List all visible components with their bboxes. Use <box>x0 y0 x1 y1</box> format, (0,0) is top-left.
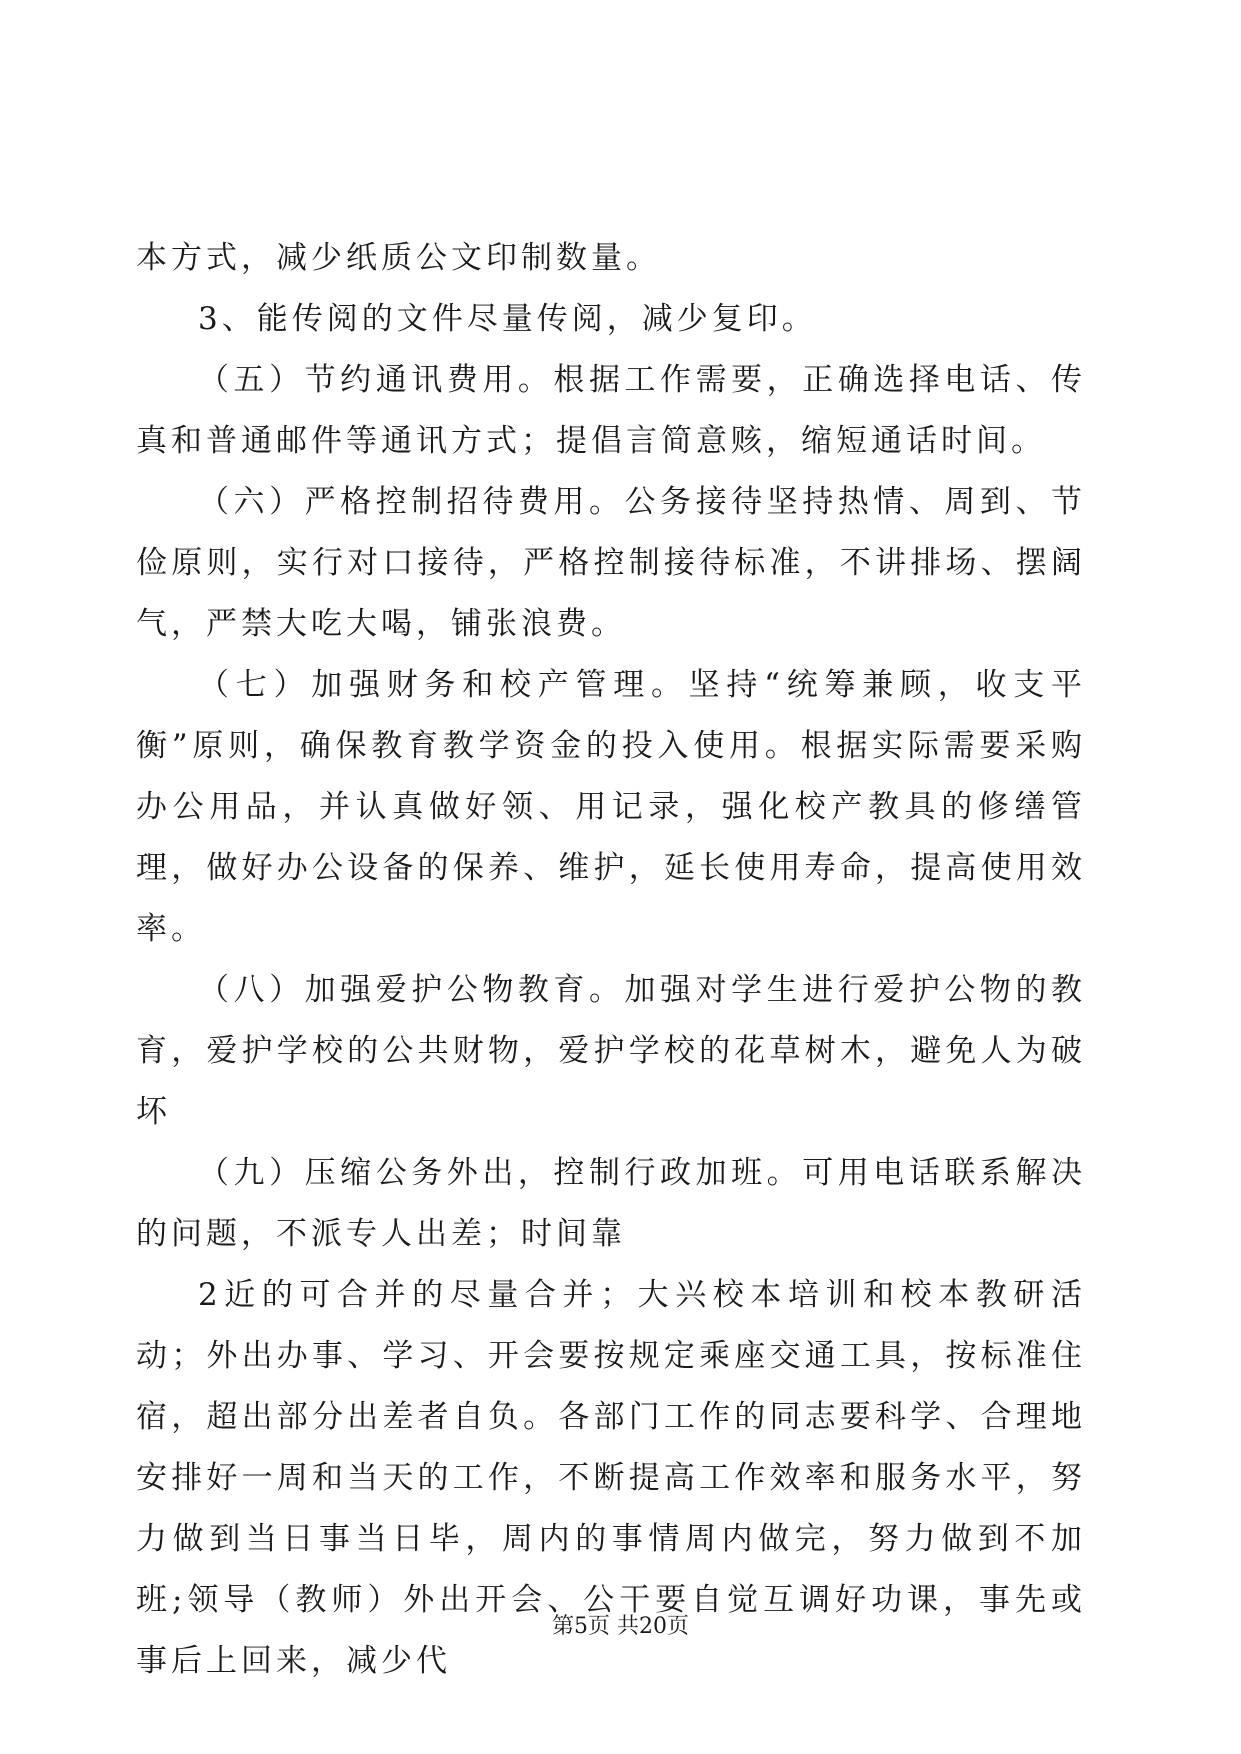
paragraph: （九）压缩公务外出，控制行政加班。可用电话联系解决的问题，不派专人出差；时间靠 <box>136 1155 1086 1252</box>
paragraph: （七）加强财务和校产管理。坚持“统筹兼顾，收支平衡”原则，确保教育教学资金的投入使用。根据实际需要采购办公用品，并认真做好领、用记录，强化校产教具的修缮管理，做好办公设备的保养、维护，延长使用寿命，提高使用效率。 <box>136 667 1086 947</box>
page-number-footer: 第5页 共20页 <box>552 1614 689 1639</box>
paragraph: 本方式，减少纸质公文印制数量。 <box>136 240 661 276</box>
paragraph: （八）加强爱护公物教育。加强对学生进行爱护公物的教育，爱护学校的公共财物，爱护学校的花草树木，避免人为破坏 <box>136 972 1086 1130</box>
paragraph: 3、能传阅的文件尽量传阅，减少复印。 <box>198 301 817 337</box>
paragraph: 2近的可合并的尽量合并；大兴校本培训和校本教研活动；外出办事、学习、开会要按规定乘座交通工具，按标准住宿，超出部分出差者自负。各部门工作的同志要科学、合理地安排好一周和当天的工作，不断提高工作效率和服务水平，努力做到当日事当日毕，周内的事情周内做完，努力做到不加班;领导（教师）外出开会、公干要自觉互调好功课，事先或事后上回来，减少代 <box>136 1277 1086 1679</box>
paragraph: （五）节约通讯费用。根据工作需要，正确选择电话、传真和普通邮件等通讯方式；提倡言简意赅，缩短通话时间。 <box>136 362 1086 459</box>
paragraph: （六）严格控制招待费用。公务接待坚持热情、周到、节俭原则，实行对口接待，严格控制接待标准，不讲排场、摆阔气，严禁大吃大喝，铺张浪费。 <box>136 484 1086 642</box>
body-text <box>136 228 1086 1692</box>
